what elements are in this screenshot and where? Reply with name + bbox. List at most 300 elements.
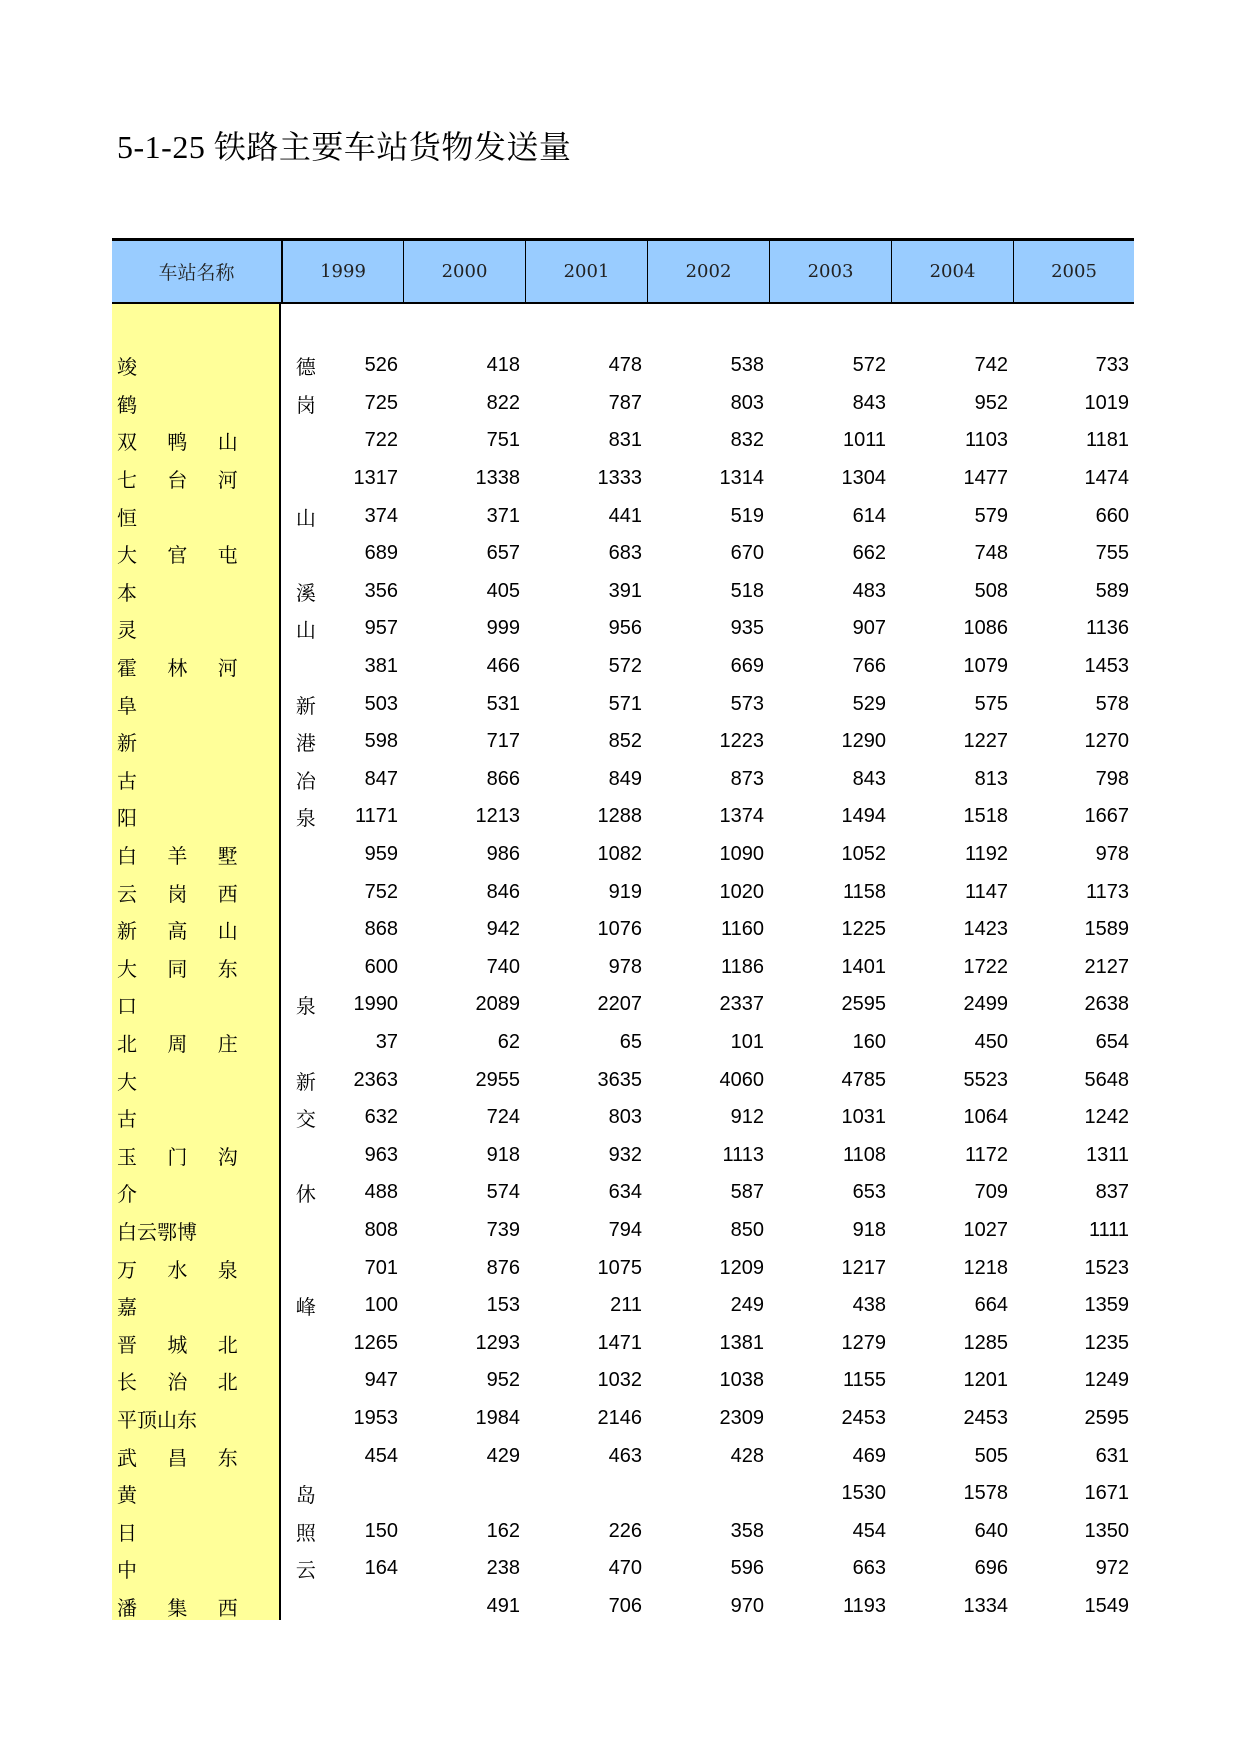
station-name-cell <box>112 1216 281 1245</box>
value-cell: 1311 <box>1085 1143 1129 1166</box>
value-cell: 150 <box>364 1519 398 1542</box>
value-cell: 724 <box>486 1106 520 1129</box>
value-cell: 986 <box>486 843 520 866</box>
value-cell: 999 <box>486 617 520 640</box>
value-cell: 1213 <box>475 805 520 828</box>
table-row <box>112 1324 1134 1362</box>
station-name-cell <box>112 1517 328 1546</box>
value-cell: 589 <box>1095 579 1129 602</box>
station-name: 晋 城 北 <box>117 1332 250 1357</box>
table-row <box>112 573 1134 611</box>
table-row <box>112 986 1134 1024</box>
value-cell: 2337 <box>719 993 764 1016</box>
value-cell: 249 <box>730 1294 764 1317</box>
value-cell: 211 <box>610 1294 642 1317</box>
table-row <box>112 497 1134 535</box>
value-cell: 843 <box>852 391 886 414</box>
station-name: 大 新 <box>117 1069 328 1094</box>
value-cell: 162 <box>486 1519 520 1542</box>
station-name: 双 鸭 山 <box>117 430 250 455</box>
value-cell: 1158 <box>842 880 886 903</box>
value-cell: 164 <box>364 1557 398 1580</box>
value-cell: 526 <box>364 354 398 377</box>
value-cell: 1374 <box>719 805 764 828</box>
station-name-cell <box>112 1141 281 1170</box>
value-cell: 153 <box>486 1294 520 1317</box>
table-row <box>112 723 1134 761</box>
value-cell: 2127 <box>1084 955 1129 978</box>
value-cell: 876 <box>486 1256 520 1279</box>
value-cell: 1032 <box>597 1369 642 1392</box>
station-name: 大 官 屯 <box>117 543 250 568</box>
value-cell: 1722 <box>963 955 1008 978</box>
table-row <box>112 911 1134 949</box>
page-title: 5-1-25 铁路主要车站货物发送量 <box>117 129 572 165</box>
station-name-cell <box>112 1028 281 1057</box>
station-name: 阜 新 <box>117 693 328 718</box>
station-name-cell <box>112 464 281 493</box>
station-name: 日 照 <box>117 1520 328 1545</box>
value-cell: 381 <box>364 655 398 678</box>
value-cell: 1288 <box>597 805 642 828</box>
table-row <box>112 685 1134 723</box>
value-cell: 634 <box>608 1181 642 1204</box>
value-cell: 519 <box>730 504 764 527</box>
value-cell: 2363 <box>353 1068 398 1091</box>
value-cell: 450 <box>974 1030 1008 1053</box>
value-cell: 1471 <box>597 1331 642 1354</box>
value-cell: 1090 <box>719 843 764 866</box>
value-cell: 538 <box>730 354 764 377</box>
station-name: 新 港 <box>117 731 328 756</box>
table-row <box>112 1550 1134 1588</box>
station-name: 玉 门 沟 <box>117 1144 250 1169</box>
value-cell: 356 <box>364 579 398 602</box>
value-cell: 226 <box>608 1519 642 1542</box>
value-cell: 572 <box>852 354 886 377</box>
value-cell: 65 <box>619 1030 642 1053</box>
value-cell: 813 <box>974 767 1008 790</box>
value-cell: 663 <box>852 1557 886 1580</box>
value-cell: 483 <box>852 579 886 602</box>
value-cell: 972 <box>1095 1557 1129 1580</box>
value-cell: 1523 <box>1084 1256 1129 1279</box>
value-cell: 701 <box>364 1256 398 1279</box>
value-cell: 657 <box>486 542 520 565</box>
station-name-cell <box>112 1103 328 1132</box>
value-cell: 587 <box>730 1181 764 1204</box>
station-name-cell <box>112 614 328 643</box>
value-cell: 572 <box>608 655 642 678</box>
value-cell: 1338 <box>475 467 520 490</box>
value-cell: 662 <box>852 542 886 565</box>
value-cell: 2207 <box>597 993 642 1016</box>
value-cell: 1530 <box>841 1482 886 1505</box>
value-cell: 1359 <box>1084 1294 1129 1317</box>
value-cell: 1589 <box>1084 918 1129 941</box>
value-cell: 454 <box>364 1444 398 1467</box>
value-cell: 454 <box>852 1519 886 1542</box>
value-cell: 978 <box>1095 843 1129 866</box>
station-name-cell <box>112 690 328 719</box>
value-cell: 1201 <box>963 1369 1008 1392</box>
value-cell: 1953 <box>353 1406 398 1429</box>
value-cell: 849 <box>608 767 642 790</box>
value-cell: 1265 <box>353 1331 398 1354</box>
value-cell: 578 <box>1095 692 1129 715</box>
value-cell: 717 <box>486 730 520 753</box>
table-row <box>112 648 1134 686</box>
value-cell: 4060 <box>719 1068 764 1091</box>
station-name: 白 羊 墅 <box>117 844 250 869</box>
value-cell: 918 <box>486 1143 520 1166</box>
value-cell: 1113 <box>722 1143 764 1166</box>
value-cell: 160 <box>852 1030 886 1053</box>
station-name-cell <box>112 765 328 794</box>
value-cell: 1079 <box>963 655 1008 678</box>
station-name: 武 昌 东 <box>117 1445 250 1470</box>
value-cell: 1453 <box>1084 655 1129 678</box>
value-cell: 957 <box>364 617 398 640</box>
station-name-cell <box>112 1404 281 1433</box>
value-cell: 574 <box>486 1181 520 1204</box>
table-row <box>112 761 1134 799</box>
table-row <box>112 949 1134 987</box>
value-cell: 1235 <box>1084 1331 1129 1354</box>
value-cell: 1225 <box>841 918 886 941</box>
value-cell: 438 <box>852 1294 886 1317</box>
value-cell: 1270 <box>1084 730 1129 753</box>
station-name-cell <box>112 1254 281 1283</box>
value-cell: 1020 <box>719 880 764 903</box>
value-cell: 963 <box>364 1143 398 1166</box>
value-cell: 1984 <box>475 1406 520 1429</box>
value-cell: 1304 <box>841 467 886 490</box>
station-name: 潘 集 西 <box>117 1595 250 1620</box>
value-cell: 873 <box>730 767 764 790</box>
table-row <box>112 1174 1134 1212</box>
station-name-cell <box>112 577 328 606</box>
value-cell: 868 <box>364 918 398 941</box>
table-row <box>112 1362 1134 1400</box>
value-cell: 2638 <box>1084 993 1129 1016</box>
value-cell: 1108 <box>842 1143 886 1166</box>
value-cell: 491 <box>486 1594 520 1617</box>
station-name: 云 岗 西 <box>117 881 250 906</box>
value-cell: 2453 <box>963 1406 1008 1429</box>
table-row <box>112 1437 1134 1475</box>
station-name: 中 云 <box>117 1558 328 1583</box>
table-row <box>112 1512 1134 1550</box>
value-cell: 1494 <box>841 805 886 828</box>
value-cell: 463 <box>608 1444 642 1467</box>
station-name-cell <box>112 878 281 907</box>
station-name-cell <box>112 1329 281 1358</box>
value-cell: 660 <box>1095 504 1129 527</box>
value-cell: 733 <box>1095 354 1129 377</box>
value-cell: 2955 <box>475 1068 520 1091</box>
station-name: 鹤 岗 <box>117 392 328 417</box>
value-cell: 1111 <box>1088 1218 1129 1241</box>
value-cell: 1019 <box>1084 391 1129 414</box>
value-cell: 798 <box>1095 767 1129 790</box>
value-cell: 739 <box>486 1218 520 1241</box>
station-name-cell <box>112 1592 281 1621</box>
value-cell: 1218 <box>963 1256 1008 1279</box>
value-cell: 1181 <box>1085 429 1129 452</box>
value-cell: 1173 <box>1085 880 1129 903</box>
value-cell: 600 <box>364 955 398 978</box>
value-cell: 683 <box>608 542 642 565</box>
value-cell: 1333 <box>597 467 642 490</box>
value-cell: 631 <box>1095 1444 1129 1467</box>
table-row <box>112 1475 1134 1513</box>
value-cell: 808 <box>364 1218 398 1241</box>
value-cell: 508 <box>974 579 1008 602</box>
value-cell: 100 <box>364 1294 398 1317</box>
value-cell: 5648 <box>1084 1068 1129 1091</box>
station-name: 古 冶 <box>117 768 328 793</box>
station-name-cell <box>112 1066 328 1095</box>
value-cell: 787 <box>608 391 642 414</box>
value-cell: 488 <box>364 1181 398 1204</box>
station-name: 古 交 <box>117 1107 328 1132</box>
header-year: 2000 <box>403 241 525 302</box>
value-cell: 1217 <box>841 1256 886 1279</box>
table-row <box>112 610 1134 648</box>
value-cell: 1667 <box>1084 805 1129 828</box>
value-cell: 5523 <box>963 1068 1008 1091</box>
value-cell: 101 <box>730 1030 764 1053</box>
value-cell: 466 <box>486 655 520 678</box>
value-cell: 2453 <box>841 1406 886 1429</box>
value-cell: 1136 <box>1085 617 1129 640</box>
header-year: 2004 <box>891 241 1013 302</box>
table-row <box>112 385 1134 423</box>
value-cell: 919 <box>608 880 642 903</box>
station-name: 白云鄂博 <box>117 1219 197 1244</box>
header-year: 2001 <box>525 241 647 302</box>
station-name-cell <box>112 1291 328 1320</box>
table-row <box>112 1136 1134 1174</box>
value-cell: 518 <box>730 579 764 602</box>
station-name: 恒 山 <box>117 505 328 530</box>
value-cell: 935 <box>730 617 764 640</box>
value-cell: 1293 <box>475 1331 520 1354</box>
table-row <box>112 347 1134 385</box>
station-name-cell <box>112 539 281 568</box>
value-cell: 1474 <box>1084 467 1129 490</box>
value-cell: 2595 <box>841 993 886 1016</box>
station-name-cell <box>112 1479 328 1508</box>
value-cell: 932 <box>608 1143 642 1166</box>
value-cell: 1052 <box>841 843 886 866</box>
value-cell: 766 <box>852 655 886 678</box>
value-cell: 942 <box>486 918 520 941</box>
value-cell: 469 <box>852 1444 886 1467</box>
value-cell: 751 <box>486 429 520 452</box>
value-cell: 1242 <box>1084 1106 1129 1129</box>
table-row <box>112 836 1134 874</box>
value-cell: 2499 <box>963 993 1008 1016</box>
table-row <box>112 1061 1134 1099</box>
value-cell: 1401 <box>841 955 886 978</box>
station-name: 黄 岛 <box>117 1483 328 1508</box>
value-cell: 1103 <box>964 429 1008 452</box>
station-name-cell <box>112 1178 328 1207</box>
header-station-name: 车站名称 <box>158 262 235 284</box>
value-cell: 956 <box>608 617 642 640</box>
value-cell: 794 <box>608 1218 642 1241</box>
station-name: 竣 德 <box>117 355 328 380</box>
value-cell: 1027 <box>963 1218 1008 1241</box>
value-cell: 531 <box>486 692 520 715</box>
value-cell: 1082 <box>597 843 642 866</box>
station-name-cell <box>112 426 281 455</box>
value-cell: 1990 <box>353 993 398 1016</box>
value-cell: 405 <box>486 579 520 602</box>
table-row <box>112 1249 1134 1287</box>
value-cell: 238 <box>486 1557 520 1580</box>
station-name-cell <box>112 502 328 531</box>
station-name: 阳 泉 <box>117 806 328 831</box>
value-cell: 441 <box>608 504 642 527</box>
value-cell: 1193 <box>842 1594 886 1617</box>
value-cell: 1076 <box>597 918 642 941</box>
value-cell: 1031 <box>841 1106 886 1129</box>
value-cell: 2595 <box>1084 1406 1129 1429</box>
station-name: 平顶山东 <box>117 1407 197 1432</box>
value-cell: 803 <box>608 1106 642 1129</box>
value-cell: 37 <box>375 1030 398 1053</box>
table-row <box>112 873 1134 911</box>
table-row <box>112 1024 1134 1062</box>
value-cell: 1064 <box>963 1106 1008 1129</box>
station-name: 大 同 东 <box>117 956 250 981</box>
table-row <box>112 1400 1134 1438</box>
table-row <box>112 1212 1134 1250</box>
header-year: 2005 <box>1013 241 1134 302</box>
value-cell: 1223 <box>719 730 764 753</box>
value-cell: 959 <box>364 843 398 866</box>
value-cell: 1155 <box>842 1369 886 1392</box>
header-year: 2003 <box>769 241 891 302</box>
value-cell: 837 <box>1095 1181 1129 1204</box>
value-cell: 418 <box>486 354 520 377</box>
value-cell: 478 <box>608 354 642 377</box>
value-cell: 725 <box>364 391 398 414</box>
value-cell: 843 <box>852 767 886 790</box>
station-name: 新 高 山 <box>117 919 250 944</box>
value-cell: 822 <box>486 391 520 414</box>
value-cell: 632 <box>364 1106 398 1129</box>
station-name-cell <box>112 1442 281 1471</box>
value-cell: 742 <box>974 354 1008 377</box>
table-row <box>112 460 1134 498</box>
value-cell: 614 <box>852 504 886 527</box>
value-cell: 670 <box>730 542 764 565</box>
station-name-cell <box>112 389 328 418</box>
station-name: 本 溪 <box>117 580 328 605</box>
value-cell: 1075 <box>597 1256 642 1279</box>
value-cell: 391 <box>608 579 642 602</box>
value-cell: 1578 <box>963 1482 1008 1505</box>
value-cell: 371 <box>486 504 520 527</box>
value-cell: 1290 <box>841 730 886 753</box>
value-cell: 1209 <box>719 1256 764 1279</box>
value-cell: 832 <box>730 429 764 452</box>
value-cell: 1086 <box>963 617 1008 640</box>
value-cell: 669 <box>730 655 764 678</box>
station-name: 七 台 河 <box>117 468 250 493</box>
value-cell: 598 <box>364 730 398 753</box>
value-cell: 575 <box>974 692 1008 715</box>
value-cell: 2309 <box>719 1406 764 1429</box>
value-cell: 1423 <box>963 918 1008 941</box>
value-cell: 970 <box>730 1594 764 1617</box>
value-cell: 947 <box>364 1369 398 1392</box>
value-cell: 596 <box>730 1557 764 1580</box>
station-name-cell <box>112 915 281 944</box>
value-cell: 978 <box>608 955 642 978</box>
value-cell: 573 <box>730 692 764 715</box>
value-cell: 803 <box>730 391 764 414</box>
value-cell: 847 <box>364 767 398 790</box>
value-cell: 1172 <box>964 1143 1008 1166</box>
value-cell: 740 <box>486 955 520 978</box>
value-cell: 374 <box>364 504 398 527</box>
value-cell: 62 <box>497 1030 520 1053</box>
value-cell: 918 <box>852 1218 886 1241</box>
value-cell: 1160 <box>720 918 764 941</box>
value-cell: 358 <box>730 1519 764 1542</box>
table-row <box>112 1099 1134 1137</box>
value-cell: 912 <box>730 1106 764 1129</box>
station-name-cell <box>112 652 281 681</box>
value-cell: 503 <box>364 692 398 715</box>
table-row <box>112 422 1134 460</box>
table-row <box>112 535 1134 573</box>
value-cell: 709 <box>974 1181 1008 1204</box>
station-name-cell <box>112 840 281 869</box>
value-cell: 831 <box>608 429 642 452</box>
value-cell: 1317 <box>353 467 398 490</box>
value-cell: 653 <box>852 1181 886 1204</box>
value-cell: 1518 <box>963 805 1008 828</box>
value-cell: 952 <box>486 1369 520 1392</box>
value-cell: 1171 <box>354 805 398 828</box>
value-cell: 3635 <box>597 1068 642 1091</box>
station-name: 灵 山 <box>117 618 328 643</box>
value-cell: 1186 <box>720 955 764 978</box>
value-cell: 571 <box>608 692 642 715</box>
table-header <box>112 238 1134 304</box>
table-body <box>112 304 1134 1625</box>
station-name-cell <box>112 1554 328 1583</box>
station-name-cell <box>112 953 281 982</box>
station-name-cell <box>112 990 328 1019</box>
value-cell: 952 <box>974 391 1008 414</box>
station-name: 霍 林 河 <box>117 656 250 681</box>
station-name: 口 泉 <box>117 994 328 1019</box>
value-cell: 689 <box>364 542 398 565</box>
value-cell: 2146 <box>597 1406 642 1429</box>
station-name: 介 休 <box>117 1182 328 1207</box>
value-cell: 4785 <box>841 1068 886 1091</box>
value-cell: 664 <box>974 1294 1008 1317</box>
value-cell: 1285 <box>963 1331 1008 1354</box>
value-cell: 1477 <box>963 467 1008 490</box>
